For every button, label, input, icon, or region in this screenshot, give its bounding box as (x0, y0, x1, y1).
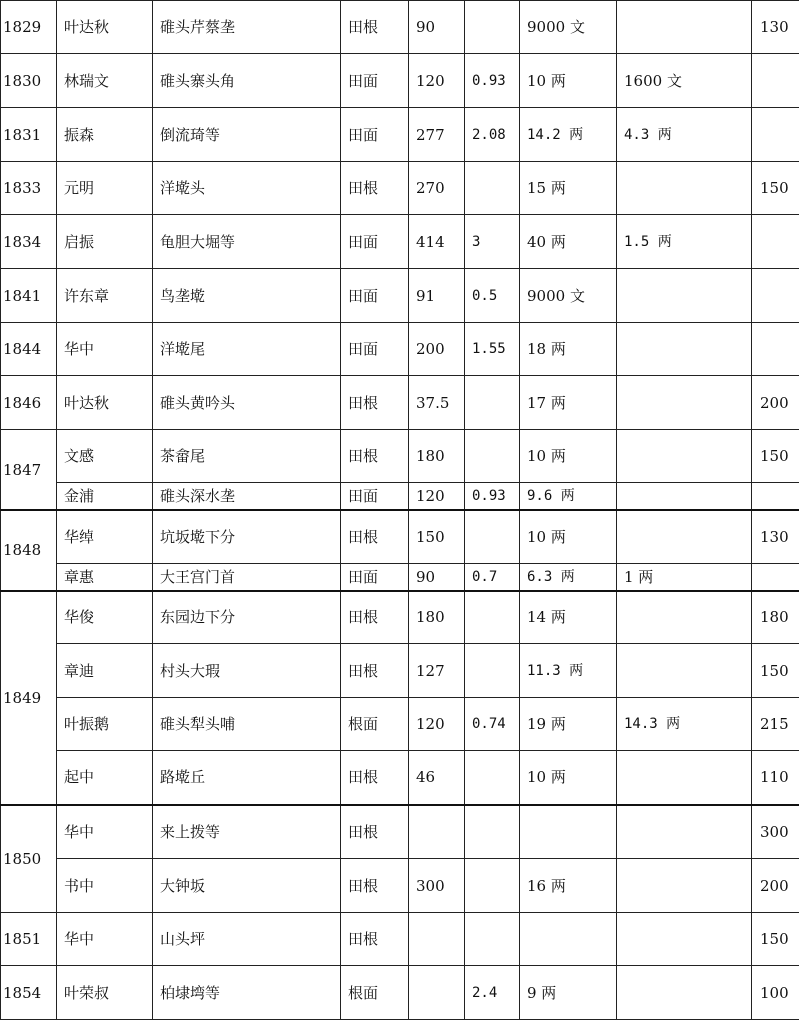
place-cell: 大钟坂 (153, 859, 341, 913)
tail-cell (752, 323, 799, 376)
area-cell (409, 913, 465, 966)
name-cell: 章惠 (57, 563, 153, 591)
type-cell: 田根 (341, 430, 409, 483)
tail-cell: 300 (752, 805, 799, 859)
price-cell: 9000 文 (520, 1, 617, 54)
tail-cell: 150 (752, 913, 799, 966)
table-row (1, 54, 799, 108)
ratio-cell (465, 162, 520, 215)
place-cell: 来上拨等 (153, 805, 341, 859)
year-cell: 1854 (1, 966, 57, 1020)
tail-cell: 150 (752, 644, 799, 698)
table-row (1, 483, 799, 511)
year-cell: 1851 (1, 913, 57, 966)
name-cell: 华中 (57, 323, 153, 376)
tail-cell: 180 (752, 591, 799, 644)
name-cell: 华中 (57, 805, 153, 859)
place-cell: 碓头犁头哺 (153, 698, 341, 751)
area-cell: 414 (409, 215, 465, 269)
extra-cell (617, 859, 752, 913)
ratio-cell: 3 (465, 215, 520, 269)
table-row (1, 215, 799, 269)
extra-cell (617, 644, 752, 698)
name-cell: 启振 (57, 215, 153, 269)
type-cell: 田根 (341, 510, 409, 563)
area-cell: 91 (409, 269, 465, 323)
name-cell: 华中 (57, 913, 153, 966)
extra-cell (617, 430, 752, 483)
area-cell: 200 (409, 323, 465, 376)
table-row (1, 805, 799, 859)
price-cell: 11.3 两 (520, 644, 617, 698)
type-cell: 根面 (341, 698, 409, 751)
table-row (1, 162, 799, 215)
name-cell: 书中 (57, 859, 153, 913)
area-cell: 270 (409, 162, 465, 215)
place-cell: 碓头芹蔡垄 (153, 1, 341, 54)
extra-cell (617, 323, 752, 376)
type-cell: 田面 (341, 563, 409, 591)
type-cell: 田面 (341, 108, 409, 162)
year-cell: 1844 (1, 323, 57, 376)
type-cell: 田根 (341, 805, 409, 859)
year-cell: 1834 (1, 215, 57, 269)
year-cell: 1841 (1, 269, 57, 323)
extra-cell (617, 1, 752, 54)
table-row (1, 563, 799, 591)
area-cell: 120 (409, 483, 465, 511)
extra-cell: 14.3 两 (617, 698, 752, 751)
price-cell (520, 805, 617, 859)
tail-cell: 200 (752, 859, 799, 913)
ratio-cell (465, 591, 520, 644)
type-cell: 田根 (341, 1, 409, 54)
tail-cell (752, 483, 799, 511)
area-cell (409, 966, 465, 1020)
price-cell: 15 两 (520, 162, 617, 215)
year-cell: 1831 (1, 108, 57, 162)
ratio-cell: 0.93 (465, 483, 520, 511)
tail-cell (752, 563, 799, 591)
price-cell: 19 两 (520, 698, 617, 751)
ratio-cell (465, 644, 520, 698)
table-row (1, 859, 799, 913)
tail-cell: 110 (752, 751, 799, 805)
table-row (1, 269, 799, 323)
place-cell: 坑坂墘下分 (153, 510, 341, 563)
price-cell: 9000 文 (520, 269, 617, 323)
ratio-cell: 2.08 (465, 108, 520, 162)
area-cell: 37.5 (409, 376, 465, 430)
table-row (1, 913, 799, 966)
price-cell: 14.2 两 (520, 108, 617, 162)
tail-cell: 215 (752, 698, 799, 751)
tail-cell (752, 269, 799, 323)
ratio-cell (465, 859, 520, 913)
area-cell: 127 (409, 644, 465, 698)
area-cell: 180 (409, 430, 465, 483)
tail-cell (752, 108, 799, 162)
area-cell: 120 (409, 54, 465, 108)
ratio-cell (465, 751, 520, 805)
price-cell: 10 两 (520, 751, 617, 805)
year-cell: 1829 (1, 1, 57, 54)
extra-cell (617, 376, 752, 430)
ratio-cell: 1.55 (465, 323, 520, 376)
table-row (1, 376, 799, 430)
type-cell: 田根 (341, 162, 409, 215)
extra-cell (617, 269, 752, 323)
tail-cell: 130 (752, 510, 799, 563)
tail-cell: 100 (752, 966, 799, 1020)
table-row (1, 108, 799, 162)
name-cell: 华俊 (57, 591, 153, 644)
area-cell: 46 (409, 751, 465, 805)
price-cell (520, 913, 617, 966)
table-row (1, 751, 799, 805)
table-row (1, 591, 799, 644)
table-row (1, 698, 799, 751)
place-cell: 洋墘尾 (153, 323, 341, 376)
ratio-cell: 2.4 (465, 966, 520, 1020)
place-cell: 龟胆大堀等 (153, 215, 341, 269)
type-cell: 田根 (341, 644, 409, 698)
area-cell: 277 (409, 108, 465, 162)
place-cell: 鸟垄墘 (153, 269, 341, 323)
type-cell: 田根 (341, 376, 409, 430)
extra-cell: 4.3 两 (617, 108, 752, 162)
price-cell: 10 两 (520, 510, 617, 563)
tail-cell (752, 215, 799, 269)
price-cell: 6.3 两 (520, 563, 617, 591)
price-cell: 9.6 两 (520, 483, 617, 511)
name-cell: 元明 (57, 162, 153, 215)
tail-cell: 150 (752, 430, 799, 483)
year-cell: 1850 (1, 805, 57, 913)
extra-cell (617, 510, 752, 563)
table-row (1, 323, 799, 376)
price-cell: 16 两 (520, 859, 617, 913)
extra-cell (617, 751, 752, 805)
table-row (1, 966, 799, 1020)
place-cell: 柏埭塆等 (153, 966, 341, 1020)
price-cell: 18 两 (520, 323, 617, 376)
type-cell: 田根 (341, 913, 409, 966)
year-cell: 1847 (1, 430, 57, 511)
type-cell: 田根 (341, 591, 409, 644)
name-cell: 文感 (57, 430, 153, 483)
name-cell: 振森 (57, 108, 153, 162)
place-cell: 茶畲尾 (153, 430, 341, 483)
name-cell: 许东章 (57, 269, 153, 323)
area-cell: 120 (409, 698, 465, 751)
area-cell: 300 (409, 859, 465, 913)
price-cell: 9 两 (520, 966, 617, 1020)
extra-cell (617, 591, 752, 644)
place-cell: 山头坪 (153, 913, 341, 966)
price-cell: 17 两 (520, 376, 617, 430)
year-cell: 1846 (1, 376, 57, 430)
price-cell: 40 两 (520, 215, 617, 269)
place-cell: 碓头寨头角 (153, 54, 341, 108)
area-cell: 150 (409, 510, 465, 563)
type-cell: 田面 (341, 483, 409, 511)
place-cell: 碓头黄吟头 (153, 376, 341, 430)
tail-cell: 200 (752, 376, 799, 430)
type-cell: 田根 (341, 751, 409, 805)
ratio-cell: 0.5 (465, 269, 520, 323)
tail-cell (752, 54, 799, 108)
price-cell: 10 两 (520, 430, 617, 483)
name-cell: 叶荣叔 (57, 966, 153, 1020)
ratio-cell (465, 376, 520, 430)
name-cell: 叶达秋 (57, 376, 153, 430)
place-cell: 倒流琦等 (153, 108, 341, 162)
ratio-cell (465, 805, 520, 859)
price-cell: 14 两 (520, 591, 617, 644)
type-cell: 田面 (341, 215, 409, 269)
table-row (1, 510, 799, 563)
ratio-cell: 0.93 (465, 54, 520, 108)
ratio-cell: 0.74 (465, 698, 520, 751)
tail-cell: 130 (752, 1, 799, 54)
type-cell: 根面 (341, 966, 409, 1020)
name-cell: 章迪 (57, 644, 153, 698)
year-cell: 1833 (1, 162, 57, 215)
extra-cell (617, 805, 752, 859)
name-cell: 叶振鹅 (57, 698, 153, 751)
area-cell: 180 (409, 591, 465, 644)
place-cell: 村头大瑕 (153, 644, 341, 698)
extra-cell: 1 两 (617, 563, 752, 591)
place-cell: 路墘丘 (153, 751, 341, 805)
name-cell: 金浦 (57, 483, 153, 511)
price-cell: 10 两 (520, 54, 617, 108)
extra-cell (617, 966, 752, 1020)
table-row (1, 1, 799, 54)
table-row (1, 644, 799, 698)
ratio-cell (465, 510, 520, 563)
ratio-cell (465, 1, 520, 54)
ratio-cell: 0.7 (465, 563, 520, 591)
ratio-cell (465, 430, 520, 483)
place-cell: 东园边下分 (153, 591, 341, 644)
place-cell: 洋墘头 (153, 162, 341, 215)
ratio-cell (465, 913, 520, 966)
table-row (1, 430, 799, 483)
year-cell: 1848 (1, 510, 57, 591)
extra-cell: 1.5 两 (617, 215, 752, 269)
name-cell: 林瑞文 (57, 54, 153, 108)
place-cell: 碓头深水垄 (153, 483, 341, 511)
name-cell: 起中 (57, 751, 153, 805)
area-cell: 90 (409, 1, 465, 54)
area-cell: 90 (409, 563, 465, 591)
name-cell: 华绰 (57, 510, 153, 563)
place-cell: 大王宫门首 (153, 563, 341, 591)
year-cell: 1830 (1, 54, 57, 108)
extra-cell: 1600 文 (617, 54, 752, 108)
extra-cell (617, 162, 752, 215)
extra-cell (617, 483, 752, 511)
tail-cell: 150 (752, 162, 799, 215)
type-cell: 田面 (341, 54, 409, 108)
area-cell (409, 805, 465, 859)
type-cell: 田根 (341, 859, 409, 913)
year-cell: 1849 (1, 591, 57, 805)
extra-cell (617, 913, 752, 966)
type-cell: 田面 (341, 269, 409, 323)
type-cell: 田面 (341, 323, 409, 376)
name-cell: 叶达秋 (57, 1, 153, 54)
